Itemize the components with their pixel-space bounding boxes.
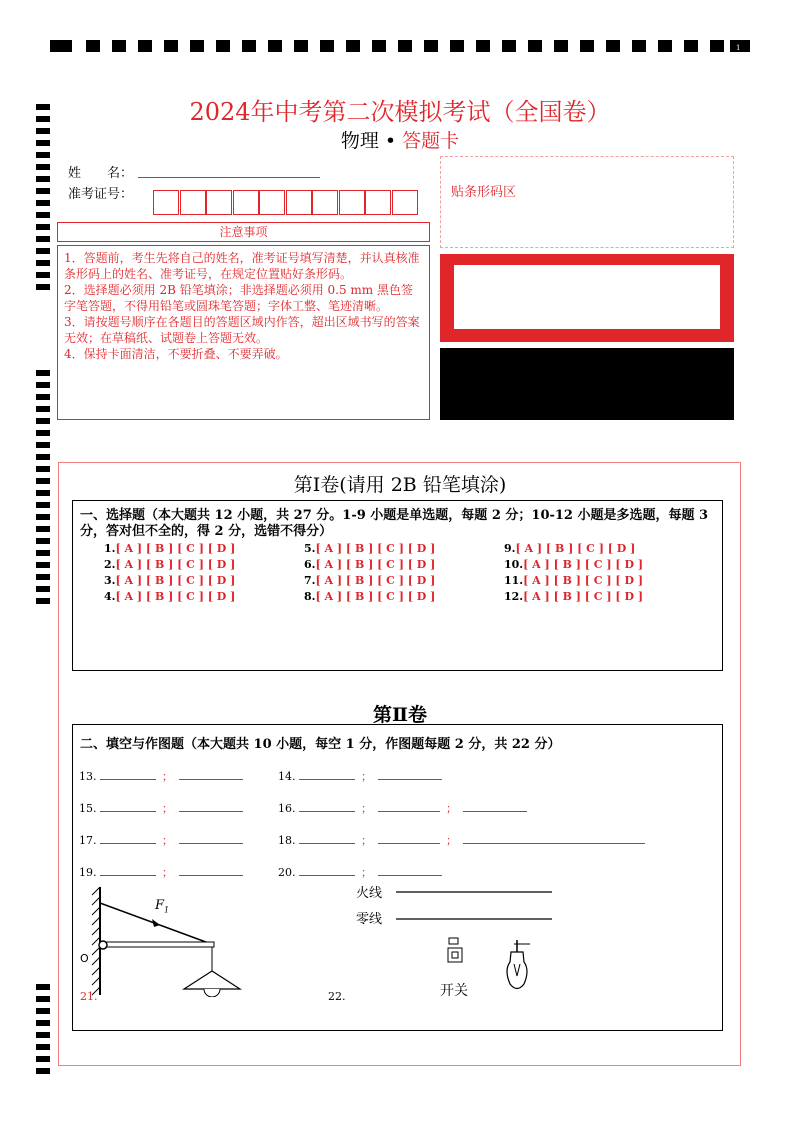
barcode-label: 贴条形码区 (451, 185, 517, 200)
subject-label: 物理 (340, 130, 379, 152)
choice-row-2[interactable]: 2.[ A ] [ B ] [ C ] [ D ] (104, 558, 236, 571)
notice-item: 3．请按题号顺序在各题目的答题区域内作答，超出区域书写的答案无效；在草稿纸、试题卷上答题无效。 (64, 315, 420, 345)
fill-q18[interactable]: 18. ； ； (278, 832, 645, 848)
q21-label: 21. (80, 990, 98, 1003)
fill-q19[interactable]: 19. ； (79, 864, 243, 880)
exam-title: 2024年中考第二次模拟考试（全国卷） (189, 98, 611, 126)
page-number: 1 (736, 44, 741, 52)
choice-row-10[interactable]: 10.[ A ] [ B ] [ C ] [ D ] (504, 558, 644, 571)
choice-row-4[interactable]: 4.[ A ] [ B ] [ C ] [ D ] (104, 590, 236, 603)
fill-q13[interactable]: 13. ； (79, 768, 243, 784)
notice-item: 4．保持卡面清洁，不要折叠、不要弄破。 (64, 347, 288, 361)
fill-q20[interactable]: 20. ； (278, 864, 442, 880)
switch-label: 开关 (440, 983, 468, 999)
force-label: $F_1$ (155, 898, 170, 915)
choice-row-3[interactable]: 3.[ A ] [ B ] [ C ] [ D ] (104, 574, 236, 587)
choice-row-12[interactable]: 12.[ A ] [ B ] [ C ] [ D ] (504, 590, 644, 603)
neutral-wire-label: 零线 (356, 912, 383, 927)
barcode-area (440, 156, 734, 248)
fill-q14[interactable]: 14. ； (278, 768, 442, 784)
choice-row-9[interactable]: 9.[ A ] [ B ] [ C ] [ D ] (504, 542, 636, 555)
fill-q17[interactable]: 17. ； (79, 832, 243, 848)
notice-item: 1．答题前，考生先将自己的姓名，准考证号填写清楚，并认真核准条形码上的姓名、准考证号，在规定位置贴好条形码。 (64, 251, 420, 281)
card-name-label: 答题卡 (402, 130, 460, 152)
choice-row-7[interactable]: 7.[ A ] [ B ] [ C ] [ D ] (304, 574, 436, 587)
black-block (440, 348, 734, 420)
live-wire-label: 火线 (356, 886, 383, 901)
name-label: 姓 名： (68, 166, 134, 181)
fill-description: 二、填空与作图题（本大题共 10 小题，每空 1 分，作图题每题 2 分，共 22 分） (80, 737, 561, 752)
fill-q16[interactable]: 16. ； ； (278, 800, 527, 816)
section1-title: 第Ⅰ卷(请用 2B 铅笔填涂) (293, 474, 507, 496)
card-subtitle (0, 126, 800, 153)
pivot-label: O (80, 952, 89, 965)
choice-row-6[interactable]: 6.[ A ] [ B ] [ C ] [ D ] (304, 558, 436, 571)
fill-q15[interactable]: 15. ； (79, 800, 243, 816)
choice-row-1[interactable]: 1.[ A ] [ B ] [ C ] [ D ] (104, 542, 236, 555)
choice-row-11[interactable]: 11.[ A ] [ B ] [ C ] [ D ] (504, 574, 644, 587)
section2-title: 第Ⅱ卷 (372, 704, 427, 726)
choice-description: 一、选择题（本大题共 12 小题，共 27 分。1-9 小题是单选题，每题 2 分；10-12 小题是多选题，每题 3 分，答对但不全的，得 2 分，选错不得分） (80, 508, 709, 539)
notice-item: 2．选择题必须用 2B 铅笔填涂；非选择题必须用 0.5 mm 黑色签字笔答题，不得用铅笔或圆珠笔答题；字体工整、笔迹清晰。 (64, 283, 414, 313)
notice-box (57, 245, 430, 420)
choice-row-8[interactable]: 8.[ A ] [ B ] [ C ] [ D ] (304, 590, 436, 603)
name-field[interactable] (138, 177, 320, 178)
notice-title: 注意事项 (57, 222, 430, 242)
absent-mark-frame (440, 254, 734, 342)
wiring-diagram (390, 880, 560, 1010)
subtitle-separator: • (384, 130, 397, 152)
id-label: 准考证号： (68, 187, 134, 202)
choice-row-5[interactable]: 5.[ A ] [ B ] [ C ] [ D ] (304, 542, 436, 555)
q22-label: 22. (328, 990, 346, 1003)
